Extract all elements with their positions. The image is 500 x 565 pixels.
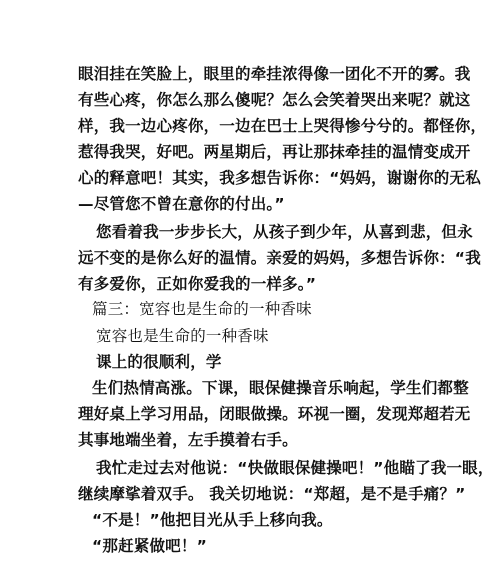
text-line: 您看着我一步步长大，从孩子到少年，从喜到悲，但永: [96, 223, 473, 241]
text-line: “不是！”他把目光从手上移向我。: [92, 511, 333, 529]
text-line: 惹得我哭，好吧。两星期后，再让那抹牵挂的温情变成开: [78, 143, 471, 161]
text-line: —尽管您不曾在意你的付出。”: [78, 195, 285, 213]
text-line: 课上的很顺利，学: [96, 353, 222, 371]
text-line: 心的释意吧！其实，我多想告诉你：“妈妈，谢谢你的无私: [78, 169, 481, 187]
text-line: 眼泪挂在笑脸上，眼里的牵挂浓得像一团化不开的雾。我: [78, 65, 471, 83]
text-line: 有些心疼，你怎么那么傻呢？怎么会笑着哭出来呢？就这: [78, 91, 471, 109]
text-line: 样，我一边心疼你，一边在巴士上哭得惨兮兮的。都怪你，: [78, 117, 487, 135]
section-heading: 篇三：宽容也是生命的一种香味: [92, 300, 312, 318]
text-line: 有多爱你，正如你爱我的一样多。”: [78, 275, 317, 293]
text-line: 继续摩挲着双手。 我关切地说：“郑超，是不是手痛？”: [78, 485, 466, 503]
text-line: 其事地端坐着，左手摸着右手。: [78, 431, 298, 449]
text-line: 我忙走过去对他说：“快做眼保健操吧！”他瞄了我一眼，: [96, 459, 494, 477]
text-line: 理好桌上学习用品，闭眼做操。环视一圈，发现郑超若无: [78, 405, 471, 423]
text-line: “那赶紧做吧！”: [92, 537, 207, 555]
text-line: 生们热情高涨。下课，眼保健操音乐响起，学生们都整: [92, 379, 469, 397]
text-line: 远不变的是你么好的温情。亲爱的妈妈，多想告诉你：“我: [78, 249, 481, 267]
article-title: 宽容也是生命的一种香味: [96, 327, 269, 345]
